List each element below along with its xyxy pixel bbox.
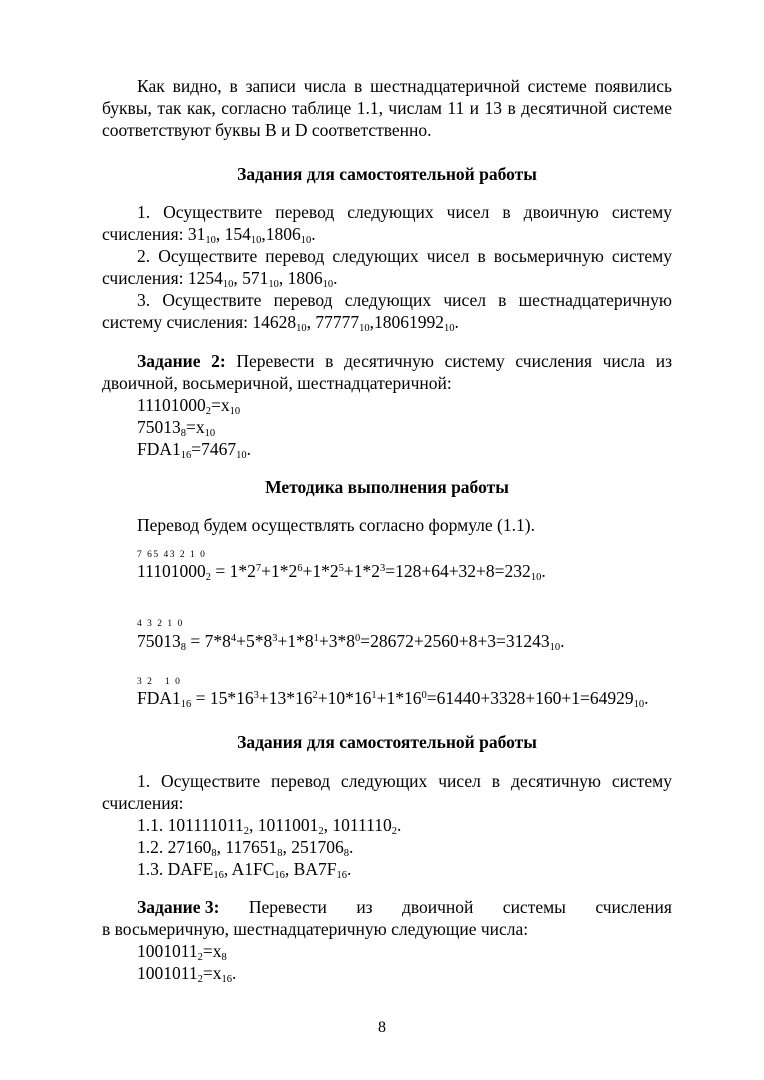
intro-line-2: буквы, так как, согласно таблице 1.1, числам 11 и 13 в десятичной системе <box>102 98 672 118</box>
number-list: $31_{10}$, $154_{10},1806_{10}$. <box>187 224 316 246</box>
formula-1: $11101000_2 = 1*2^7+1*2^6+1*2^5+1*2^3=128+64+32+8=232_{10}$. <box>137 561 546 583</box>
task1-3-line-1: 3. Осуществите перевод следующих чисел в шестнадцатеричную <box>137 290 672 310</box>
intro-line-3: соответствуют буквы B и D соответственно. <box>102 120 432 140</box>
subtask-1-1: 1.1. $101111011_2$, $1011001_2$, $1011110_2$. <box>137 815 402 837</box>
task3-eq-1: $1001011_2=x_8$ <box>137 941 227 963</box>
intro-line-1: Как видно, в записи числа в шестнадцатеричной системе появились <box>137 76 672 96</box>
task1-3-line-2: систему счисления: $14628_{10}$, $77777_{10},18061992_{10}$. <box>102 312 459 334</box>
task1-1-line-2: счисления: $31_{10}$, $154_{10},1806_{10}$. <box>102 224 316 246</box>
section-heading-tasks-1: Задания для самостоятельной работы <box>237 164 537 184</box>
task2-eq-1: $11101000_2=x_{10}$ <box>137 395 241 417</box>
task3-word: из <box>356 897 373 917</box>
task2-eq-2: $75013_8=x_{10}$ <box>137 417 216 439</box>
number-list: $27160_8$, $117651_8$, $251706_8$. <box>167 837 354 859</box>
power-indices-1: 7 65 43 2 1 0 <box>137 550 207 560</box>
power-indices-2: 4 3 2 1 0 <box>137 619 184 629</box>
number-list: $101111011_2$, $1011001_2$, $1011110_2$. <box>167 815 402 837</box>
method-text: Перевод будем осуществлять согласно формуле (1.1). <box>137 515 535 535</box>
task1-2-line-2: счисления: $1254_{10}$, $571_{10}$, $1806_{10}$. <box>102 268 338 290</box>
number-list: $14628_{10}$, $77777_{10},18061992_{10}$. <box>252 312 459 334</box>
task2-line-1: Задание 2: Перевести в десятичную систему счисления числа из <box>137 351 672 371</box>
task2-line-2: двоичной, восьмеричной, шестнадцатеричной: <box>102 373 452 393</box>
task3-word: Перевести <box>248 897 327 917</box>
task2-1-line-1: 1. Осуществите перевод следующих чисел в десятичную систему <box>137 771 672 791</box>
task3-word: двоичной <box>401 897 474 917</box>
number-list: $DAFE_{16}$, $A1FC_{16}$, $BA7F_{16}$. <box>167 859 352 881</box>
section-heading-tasks-2: Задания для самостоятельной работы <box>237 732 537 752</box>
formula-2: $75013_8 = 7*8^4+5*8^3+1*8^1+3*8^0=28672+2560+8+3=31243_{10}$. <box>137 631 565 653</box>
task3-eq-2: $1001011_2=x_{16}$. <box>137 963 237 985</box>
task2-1-line-2: счисления: <box>102 793 184 813</box>
task3-line-2: в восьмеричную, шестнадцатеричную следующие числа: <box>102 919 529 939</box>
subtask-1-3: 1.3. $DAFE_{16}$, $A1FC_{16}$, $BA7F_{16}$. <box>137 859 352 881</box>
task3-word: счисления <box>595 897 672 917</box>
task3-word: системы <box>502 897 566 917</box>
power-indices-3: 3 2 1 0 <box>137 677 182 687</box>
task3-label: Задание 3: <box>137 897 220 917</box>
task1-2-line-1: 2. Осуществите перевод следующих чисел в восьмеричную систему <box>137 246 672 266</box>
number-list: $1254_{10}$, $571_{10}$, $1806_{10}$. <box>187 268 338 290</box>
task2-label: Задание 2: <box>137 351 226 371</box>
task2-eq-3: $FDA1_{16}=7467_{10}$. <box>137 439 252 461</box>
task1-1-line-1: 1. Осуществите перевод следующих чисел в двоичную систему <box>137 202 672 222</box>
task3-line-1 <box>102 896 672 918</box>
subtask-1-2: 1.2. $27160_8$, $117651_8$, $251706_8$. <box>137 837 354 859</box>
section-heading-method: Методика выполнения работы <box>265 477 509 497</box>
page-number: 8 <box>378 1019 386 1036</box>
formula-3: $FDA1_{16} = 15*16^3+13*16^2+10*16^1+1*16^0=61440+3328+160+1=64929_{10}$. <box>137 688 649 710</box>
